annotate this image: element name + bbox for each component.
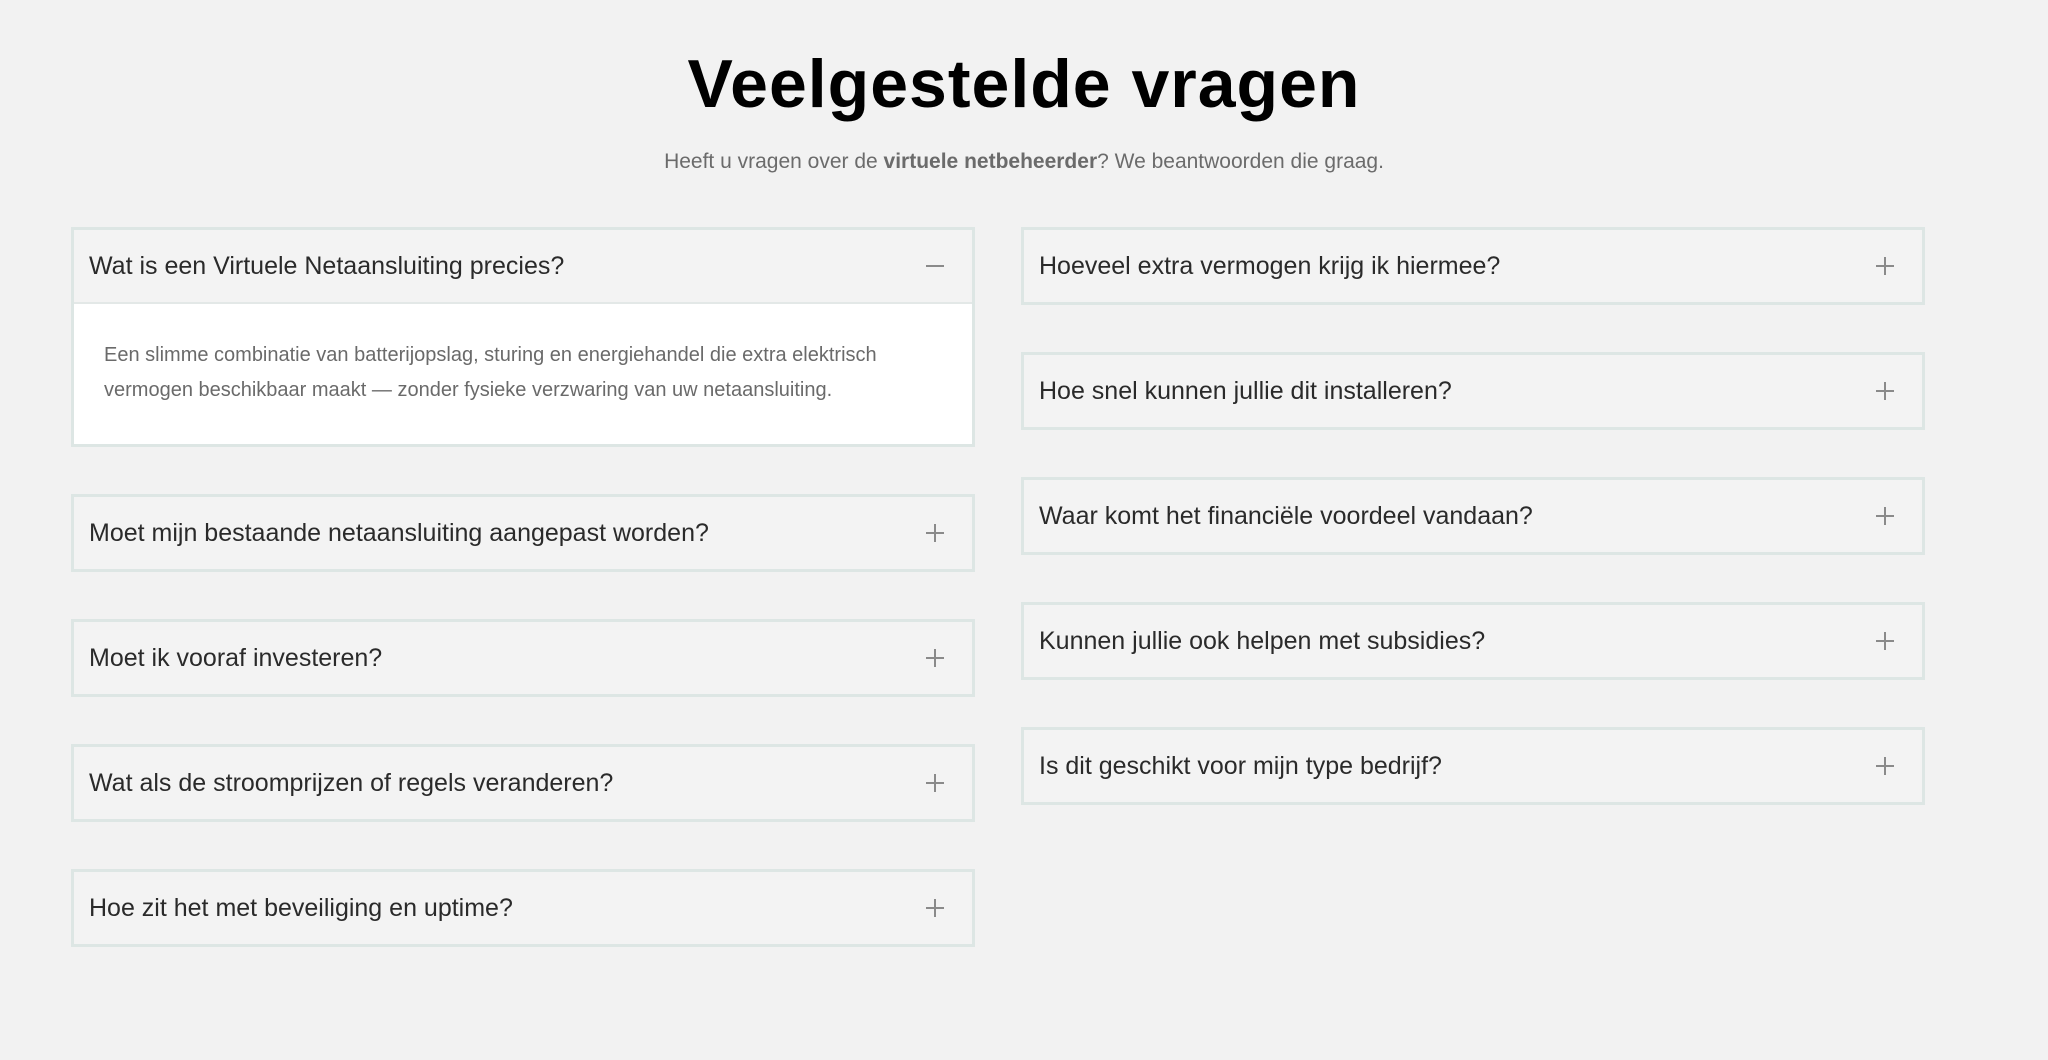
faq-item [1021, 352, 1925, 430]
faq-question-toggle[interactable] [1024, 730, 1922, 802]
plus-icon[interactable] [1874, 505, 1896, 527]
minus-icon[interactable] [924, 255, 946, 277]
faq-question-text: Hoe snel kunnen jullie dit installeren? [1039, 377, 1452, 405]
faq-item [71, 494, 975, 572]
faq-question-toggle[interactable] [74, 497, 972, 569]
plus-icon[interactable] [924, 897, 946, 919]
faq-column-right [1021, 227, 1925, 852]
faq-question-text: Hoeveel extra vermogen krijg ik hiermee? [1039, 252, 1501, 280]
faq-question-toggle[interactable] [1024, 605, 1922, 677]
plus-icon[interactable] [1874, 630, 1896, 652]
faq-question-text: Is dit geschikt voor mijn type bedrijf? [1039, 752, 1442, 780]
faq-question-text: Wat is een Virtuele Netaansluiting precies? [89, 252, 565, 280]
subtitle-text-start: Heeft u vragen over de [664, 150, 884, 173]
faq-item [71, 869, 975, 947]
faq-question-toggle[interactable] [1024, 355, 1922, 427]
faq-question-toggle[interactable] [1024, 230, 1922, 302]
faq-question-toggle[interactable] [74, 747, 972, 819]
faq-question-text: Hoe zit het met beveiliging en uptime? [89, 894, 513, 922]
faq-item [1021, 727, 1925, 805]
plus-icon[interactable] [924, 772, 946, 794]
plus-icon[interactable] [1874, 755, 1896, 777]
plus-icon[interactable] [924, 522, 946, 544]
plus-icon[interactable] [1874, 255, 1896, 277]
faq-item [71, 744, 975, 822]
faq-question-toggle[interactable] [74, 622, 972, 694]
faq-question-toggle[interactable] [74, 230, 972, 302]
faq-item [1021, 602, 1925, 680]
faq-item [1021, 477, 1925, 555]
faq-question-toggle[interactable] [1024, 480, 1922, 552]
faq-item [71, 619, 975, 697]
plus-icon[interactable] [924, 647, 946, 669]
faq-question-text: Wat als de stroomprijzen of regels veranderen? [89, 769, 614, 797]
subtitle-text-end: ? We beantwoorden die graag. [1097, 150, 1384, 173]
faq-item [71, 227, 975, 447]
subtitle-emphasis: virtuele netbeheerder [883, 150, 1098, 173]
faq-question-text: Moet ik vooraf investeren? [89, 644, 383, 672]
faq-item [1021, 227, 1925, 305]
plus-icon[interactable] [1874, 380, 1896, 402]
faq-column-left [71, 227, 975, 994]
faq-question-text: Moet mijn bestaande netaansluiting aangepast worden? [89, 519, 709, 547]
faq-question-toggle[interactable] [74, 872, 972, 944]
faq-question-text: Waar komt het financiële voordeel vandaan? [1039, 502, 1533, 530]
faq-answer: Een slimme combinatie van batterijopslag, sturing en energiehandel die extra elektrisch vermogen beschikbaar maakt — zonder fysieke verzwaring van uw netaansluiting. [74, 302, 972, 444]
faq-question-text: Kunnen jullie ook helpen met subsidies? [1039, 627, 1486, 655]
page-title: Veelgestelde vragen [687, 46, 1361, 122]
page-subtitle [0, 148, 2048, 176]
